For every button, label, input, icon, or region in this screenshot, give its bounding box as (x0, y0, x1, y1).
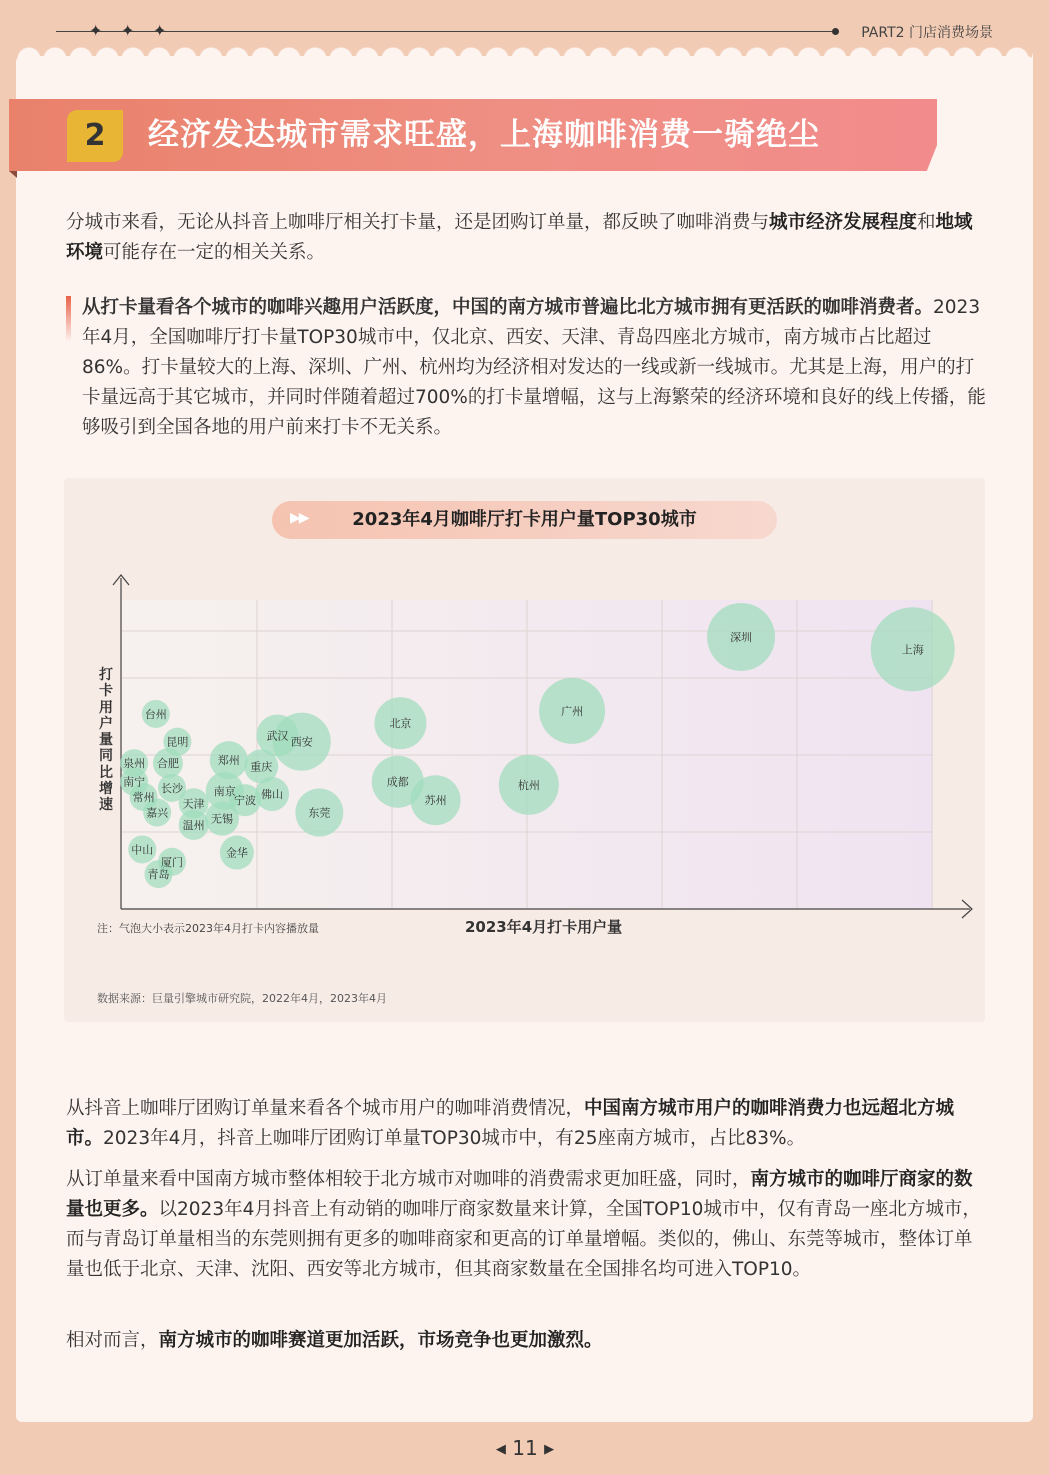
bubble-label: 郑州 (217, 754, 240, 768)
bubble-label: 嘉兴 (146, 806, 169, 820)
bubble-label: 无锡 (211, 812, 234, 826)
bubble-label: 杭州 (517, 778, 540, 792)
bubble-label: 深圳 (730, 630, 753, 644)
chart-note: 注：气泡大小表示2023年4月打卡内容播放量 (97, 922, 319, 935)
bubble-label: 北京 (389, 717, 412, 731)
sparkle-icon: ✦ (121, 21, 135, 40)
section-number-badge: 2 (67, 110, 123, 162)
conclusion-text: 相对而言， (66, 1330, 159, 1351)
bubble-label: 青岛 (147, 868, 170, 882)
bubble-label: 成都 (386, 775, 409, 789)
order-paragraph (66, 1094, 986, 1154)
double-chevron-icon: ▶▶ (290, 510, 308, 526)
bubble-label: 广州 (561, 704, 584, 718)
chart-source: 数据来源：巨量引擎城市研究院，2022年4月，2023年4月 (97, 992, 387, 1005)
sparkle-icon: ✦ (153, 21, 167, 40)
bubble-label: 重庆 (250, 760, 273, 774)
intro-text: 和 (917, 212, 936, 233)
bubble-label: 泉州 (123, 757, 146, 771)
intro-text: 可能存在一定的相关关系。 (103, 242, 326, 263)
x-axis-label: 2023年4月打卡用户量 (465, 918, 623, 936)
bubble-label: 南宁 (123, 775, 146, 789)
y-axis-label: 打卡用户量同比增速 (99, 667, 113, 814)
part-tag: PART2 门店消费场景 (861, 25, 993, 41)
order-text: 2023年4月，抖音上咖啡厅团购订单量TOP30城市中，有25座南方城市，占比83%。 (103, 1128, 806, 1149)
intro-emphasis: 城市经济发展程度 (769, 212, 918, 233)
section-title: 经济发达城市需求旺盛，上海咖啡消费一骑绝尘 (148, 117, 820, 153)
bubble-label: 苏州 (424, 794, 447, 808)
intro-text: 分城市来看，无论从抖音上咖啡厅相关打卡量，还是团购订单量，都反映了咖啡消费与 (66, 212, 770, 233)
bubble-label: 金华 (225, 846, 248, 860)
bubble-label: 台州 (144, 707, 167, 721)
sparkle-icon: ✦ (89, 21, 103, 40)
bubble-label: 中山 (131, 843, 154, 857)
bubble-label: 东莞 (308, 806, 331, 820)
merchant-paragraph (66, 1165, 986, 1285)
bubble-label: 武汉 (266, 729, 289, 743)
order-emphasis: 中国南方城市用户的咖啡消费力也远超北方城市。 (66, 1098, 955, 1149)
page-number: 11 (512, 1436, 538, 1460)
page-pager (490, 1436, 560, 1462)
bubble-label: 昆明 (166, 735, 189, 749)
highlight-text: 2023年4月，全国咖啡厅打卡量TOP30城市中，仅北京、西安、天津、青岛四座北方城市，南方城市占比超过86%。打卡量较大的上海、深圳、广州、杭州均为经济相对发达的一线或新一线城市。尤其是上海，用户的打卡量远高于其它城市，并同时伴随着超过700%的打卡量增幅，这与上海繁荣的经济环境和良好的线上传播，能够吸引到全国各地的用户前来打卡不无关系。 (82, 297, 986, 438)
bubble-label: 常州 (132, 791, 155, 805)
bubble-label: 长沙 (161, 781, 184, 795)
bubble-label: 天津 (182, 797, 205, 811)
merchant-emphasis: 南方城市的咖啡厅商家的数量也更多。 (66, 1169, 973, 1220)
bubble-label: 厦门 (161, 855, 184, 869)
intro-emphasis: 地域环境 (66, 212, 973, 263)
bubble-label: 温州 (182, 818, 205, 832)
bubble-label: 合肥 (156, 757, 179, 771)
conclusion-paragraph (66, 1326, 986, 1356)
bubble-label: 西安 (290, 735, 313, 749)
conclusion-emphasis: 南方城市的咖啡赛道更加活跃，市场竞争也更加激烈。 (158, 1330, 603, 1351)
bubble-label: 佛山 (261, 788, 284, 802)
order-text: 从抖音上咖啡厅团购订单量来看各个城市用户的咖啡消费情况， (66, 1098, 585, 1119)
bubble-label: 南京 (213, 784, 236, 798)
prev-page-icon[interactable]: ◀ (495, 1442, 506, 1457)
next-page-icon[interactable]: ▶ (544, 1442, 555, 1457)
bubble-label: 上海 (901, 643, 924, 657)
merchant-text: 从订单量来看中国南方城市整体相较于北方城市对咖啡的消费需求更加旺盛，同时， (66, 1169, 751, 1190)
merchant-text: 以2023年4月抖音上有动销的咖啡厅商家数量来计算，全国TOP10城市中，仅有青岛一座北方城市，而与青岛订单量相当的东莞则拥有更多的咖啡商家和更高的订单量增幅。类似的，佛山、东莞等城市，整体订单量也低于北京、天津、沈阳、西安等北方城市，但其商家数量在全国排名均可进入TOP10。 (66, 1199, 981, 1280)
bubble-label: 宁波 (234, 794, 257, 808)
chart-title: 2023年4月咖啡厅打卡用户量TOP30城市 (272, 501, 777, 539)
highlight-lead: 从打卡量看各个城市的咖啡兴趣用户活跃度，中国的南方城市普遍比北方城市拥有更活跃的咖啡消费者。 (82, 297, 934, 318)
